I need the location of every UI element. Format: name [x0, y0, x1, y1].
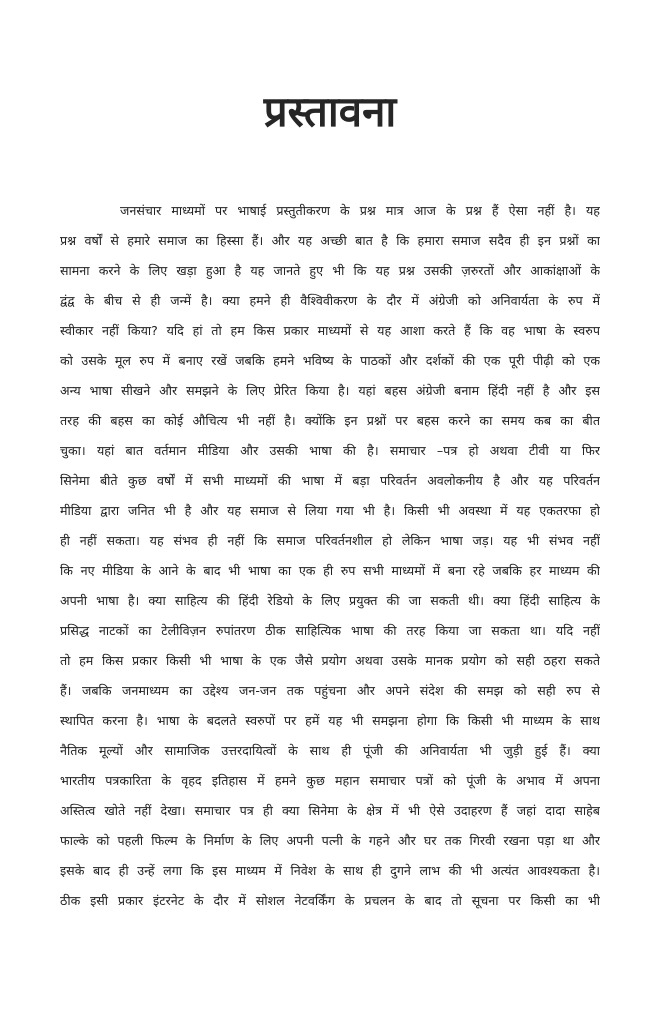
text-line: मीडिया द्वारा जनित भी है और यह समाज से लिया गया भी है। किसी भी अवस्था में यह एकतरफा हो [60, 503, 600, 518]
text-line: कि नए मीडिया के आने के बाद भी भाषा का एक ही रुप सभी माध्यमों में बना रहे जबकि हर माध्यम की [60, 563, 600, 578]
text-line: प्रश्न वर्षों से हमारे समाज का हिस्सा हैं। और यह अच्छी बात है कि हमारा समाज सदैव ही इन प्रश्नों का [60, 233, 600, 248]
text-line: फाल्के को पहली फिल्म के निर्माण के लिए अपनी पत्नी के गहने और घर तक गिरवी रखना पड़ा था और [60, 833, 600, 848]
text-line: सिनेमा बीते कुछ वर्षों में सभी माध्यमों की भाषा में बड़ा परिवर्तन अवलोकनीय है और यह परिवर्तन [60, 473, 600, 488]
text-line: अन्य भाषा सीखने और समझने के लिए प्रेरित किया है। यहां बहस अंग्रेजी बनाम हिंदी नहीं है और इस [60, 383, 600, 398]
text-line: हैं। जबकि जनमाध्यम का उद्देश्य जन-जन तक पहुंचना और अपने संदेश की समझ को सही रुप से [60, 683, 600, 698]
text-line: सामना करने के लिए खड़ा हुआ है यह जानते हुए भी कि यह प्रश्न उसकी ज़रुरतों और आकांक्षाओं के [60, 263, 600, 278]
text-line: अस्तित्व खोते नहीं देखा। समाचार पत्र ही क्या सिनेमा के क्षेत्र में भी ऐसे उदाहरण हैं जहां दादा साहेब [60, 803, 600, 818]
text-line: जनसंचार माध्यमों पर भाषाई प्रस्तुतीकरण के प्रश्न मात्र आज के प्रश्न हैं ऐसा नहीं है। यह [120, 203, 600, 218]
text-line: अपनी भाषा है। क्या साहित्य की हिंदी रेडियो के लिए प्रयुक्त की जा सकती थी। क्या हिंदी साहित्य के [60, 593, 600, 608]
text-line: ठीक इसी प्रकार इंटरनेट के दौर में सोशल नेटवर्किंग के प्रचलन के बाद तो सूचना पर किसी का भी [60, 893, 600, 908]
text-line: चुका। यहां बात वर्तमान मीडिया और उसकी भाषा की है। समाचार –पत्र हो अथवा टीवी या फिर [60, 443, 600, 458]
text-line: इसके बाद ही उन्हें लगा कि इस माध्यम में निवेश के साथ ही दुगने लाभ की भी अत्यंत आवश्यकता है। [60, 863, 600, 878]
text-line: प्रसिद्ध नाटकों का टेलीविज़न रुपांतरण ठीक साहित्यिक भाषा की तरह किया जा सकता था। यदि नहीं [60, 623, 600, 638]
text-line: तरह की बहस का कोई औचित्य भी नहीं है। क्योंकि इन प्रश्नों पर बहस करने का समय कब का बीत [60, 413, 600, 428]
text-line: तो हम किस प्रकार किसी भी भाषा के एक जैसे प्रयोग अथवा उसके मानक प्रयोग को सही ठहरा सकते [60, 653, 600, 668]
text-line: स्वीकार नहीं किया? यदि हां तो हम किस प्रकार माध्यमों से यह आशा करते हैं कि वह भाषा के स्वरुप [60, 323, 600, 338]
text-line: स्थापित करना है। भाषा के बदलते स्वरुपों पर हमें यह भी समझना होगा कि किसी भी माध्यम के साथ [60, 713, 600, 728]
text-line: को उसके मूल रुप में बनाए रखें जबकि हमने भविष्य के पाठकों और दर्शकों की एक पूरी पीढ़ी को एक [60, 353, 600, 368]
body-paragraph [60, 196, 600, 916]
page-title: प्रस्तावना [263, 87, 397, 136]
text-line: द्वंद्व के बीच से ही जन्में है। क्या हमने ही वैश्विवीकरण के दौर में अंग्रेजी को अनिवार्यता के रुप में [60, 293, 600, 308]
text-line: ही नहीं सकता। यह संभव ही नहीं कि समाज परिवर्तनशील हो लेकिन भाषा जड़। यह भी संभव नहीं [60, 533, 600, 548]
text-line: भारतीय पत्रकारिता के वृहद इतिहास में हमने कुछ महान समाचार पत्रों को पूंजी के अभाव में अपना [60, 773, 600, 788]
text-line: नैतिक मूल्यों और सामाजिक उत्तरदायित्वों के साथ ही पूंजी की अनिवार्यता भी जुड़ी हुई हैं। क्या [60, 743, 600, 758]
